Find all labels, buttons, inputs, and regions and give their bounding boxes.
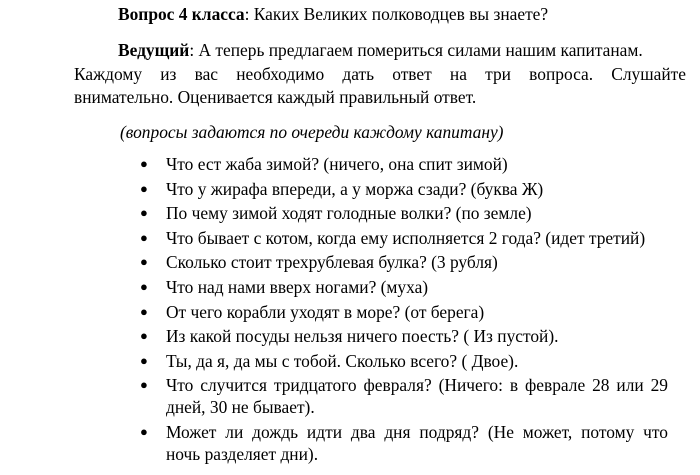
list-item bbox=[0, 276, 666, 298]
question-text: Что бывает с котом, когда ему исполняется 2 года? (идет третий) bbox=[166, 227, 646, 248]
question-line2: ночь разделяет дни). bbox=[166, 443, 319, 464]
question-text: Из какой посуды нельзя ничего поесть? ( Из пустой). bbox=[166, 326, 559, 347]
question-text: Что ест жаба зимой? (ничего, она спит зимой) bbox=[166, 154, 508, 174]
question-line1: Может ли дождь идти два дня подряд? (Не может, потому что bbox=[166, 421, 668, 442]
bullet-icon: ● bbox=[140, 377, 148, 393]
bullet-icon: ● bbox=[140, 180, 148, 196]
question-line2: дней, 30 не бывает). bbox=[166, 397, 315, 418]
question-text: Ты, да я, да мы с тобой. Сколько всего? ( Двое). bbox=[166, 350, 519, 371]
question-text: По чему зимой ходят голодные волки? (по земле) bbox=[166, 203, 532, 224]
list-item bbox=[0, 350, 666, 372]
bullet-icon: ● bbox=[140, 156, 148, 171]
list-item bbox=[0, 153, 666, 175]
host-line1: : А теперь предлагаем помериться силами нашим капитанам. bbox=[189, 40, 643, 60]
list-item bbox=[0, 227, 666, 249]
list-item bbox=[0, 421, 666, 465]
host-paragraph-line1 bbox=[118, 39, 643, 61]
class-4-question bbox=[118, 3, 548, 25]
list-item bbox=[0, 301, 666, 323]
host-label: Ведущий bbox=[118, 40, 190, 60]
question-text: Что у жирафа впереди, а у моржа сзади? (буква Ж) bbox=[166, 178, 544, 199]
bullet-icon: ● bbox=[140, 303, 148, 319]
question-text: Сколько стоит трехрублевая булка? (3 рубля) bbox=[166, 252, 498, 273]
bullet-icon: ● bbox=[140, 229, 148, 245]
captain-note: (вопросы задаются по очереди каждому капитану) bbox=[120, 122, 504, 142]
host-line2: Каждому из вас необходимо дать ответ на три вопроса. Слушайте bbox=[74, 64, 686, 84]
list-item bbox=[0, 374, 666, 418]
list-item bbox=[0, 178, 666, 200]
class-4-text: : Каких Великих полководцев вы знаете? bbox=[244, 4, 549, 24]
question-line1: Что случится тридцатого февраля? (Ничего: в феврале 28 или 29 bbox=[166, 375, 668, 396]
list-item bbox=[0, 251, 666, 273]
question-text bbox=[166, 374, 668, 418]
bullet-icon: ● bbox=[140, 278, 148, 294]
bullet-icon: ● bbox=[140, 254, 148, 270]
question-text bbox=[166, 421, 668, 465]
class-4-label: Вопрос 4 класса bbox=[118, 4, 245, 24]
bullet-icon: ● bbox=[140, 352, 148, 368]
list-item bbox=[0, 202, 666, 224]
list-item bbox=[0, 325, 666, 347]
bullet-icon: ● bbox=[140, 205, 148, 221]
question-text: Что над нами вверх ногами? (муха) bbox=[166, 276, 429, 297]
question-text: От чего корабли уходят в море? (от берега) bbox=[166, 301, 485, 322]
question-list bbox=[0, 153, 700, 468]
host-line3: внимательно. Оценивается каждый правильный ответ. bbox=[74, 87, 477, 107]
bullet-icon: ● bbox=[140, 423, 148, 439]
bullet-icon: ● bbox=[140, 328, 148, 344]
